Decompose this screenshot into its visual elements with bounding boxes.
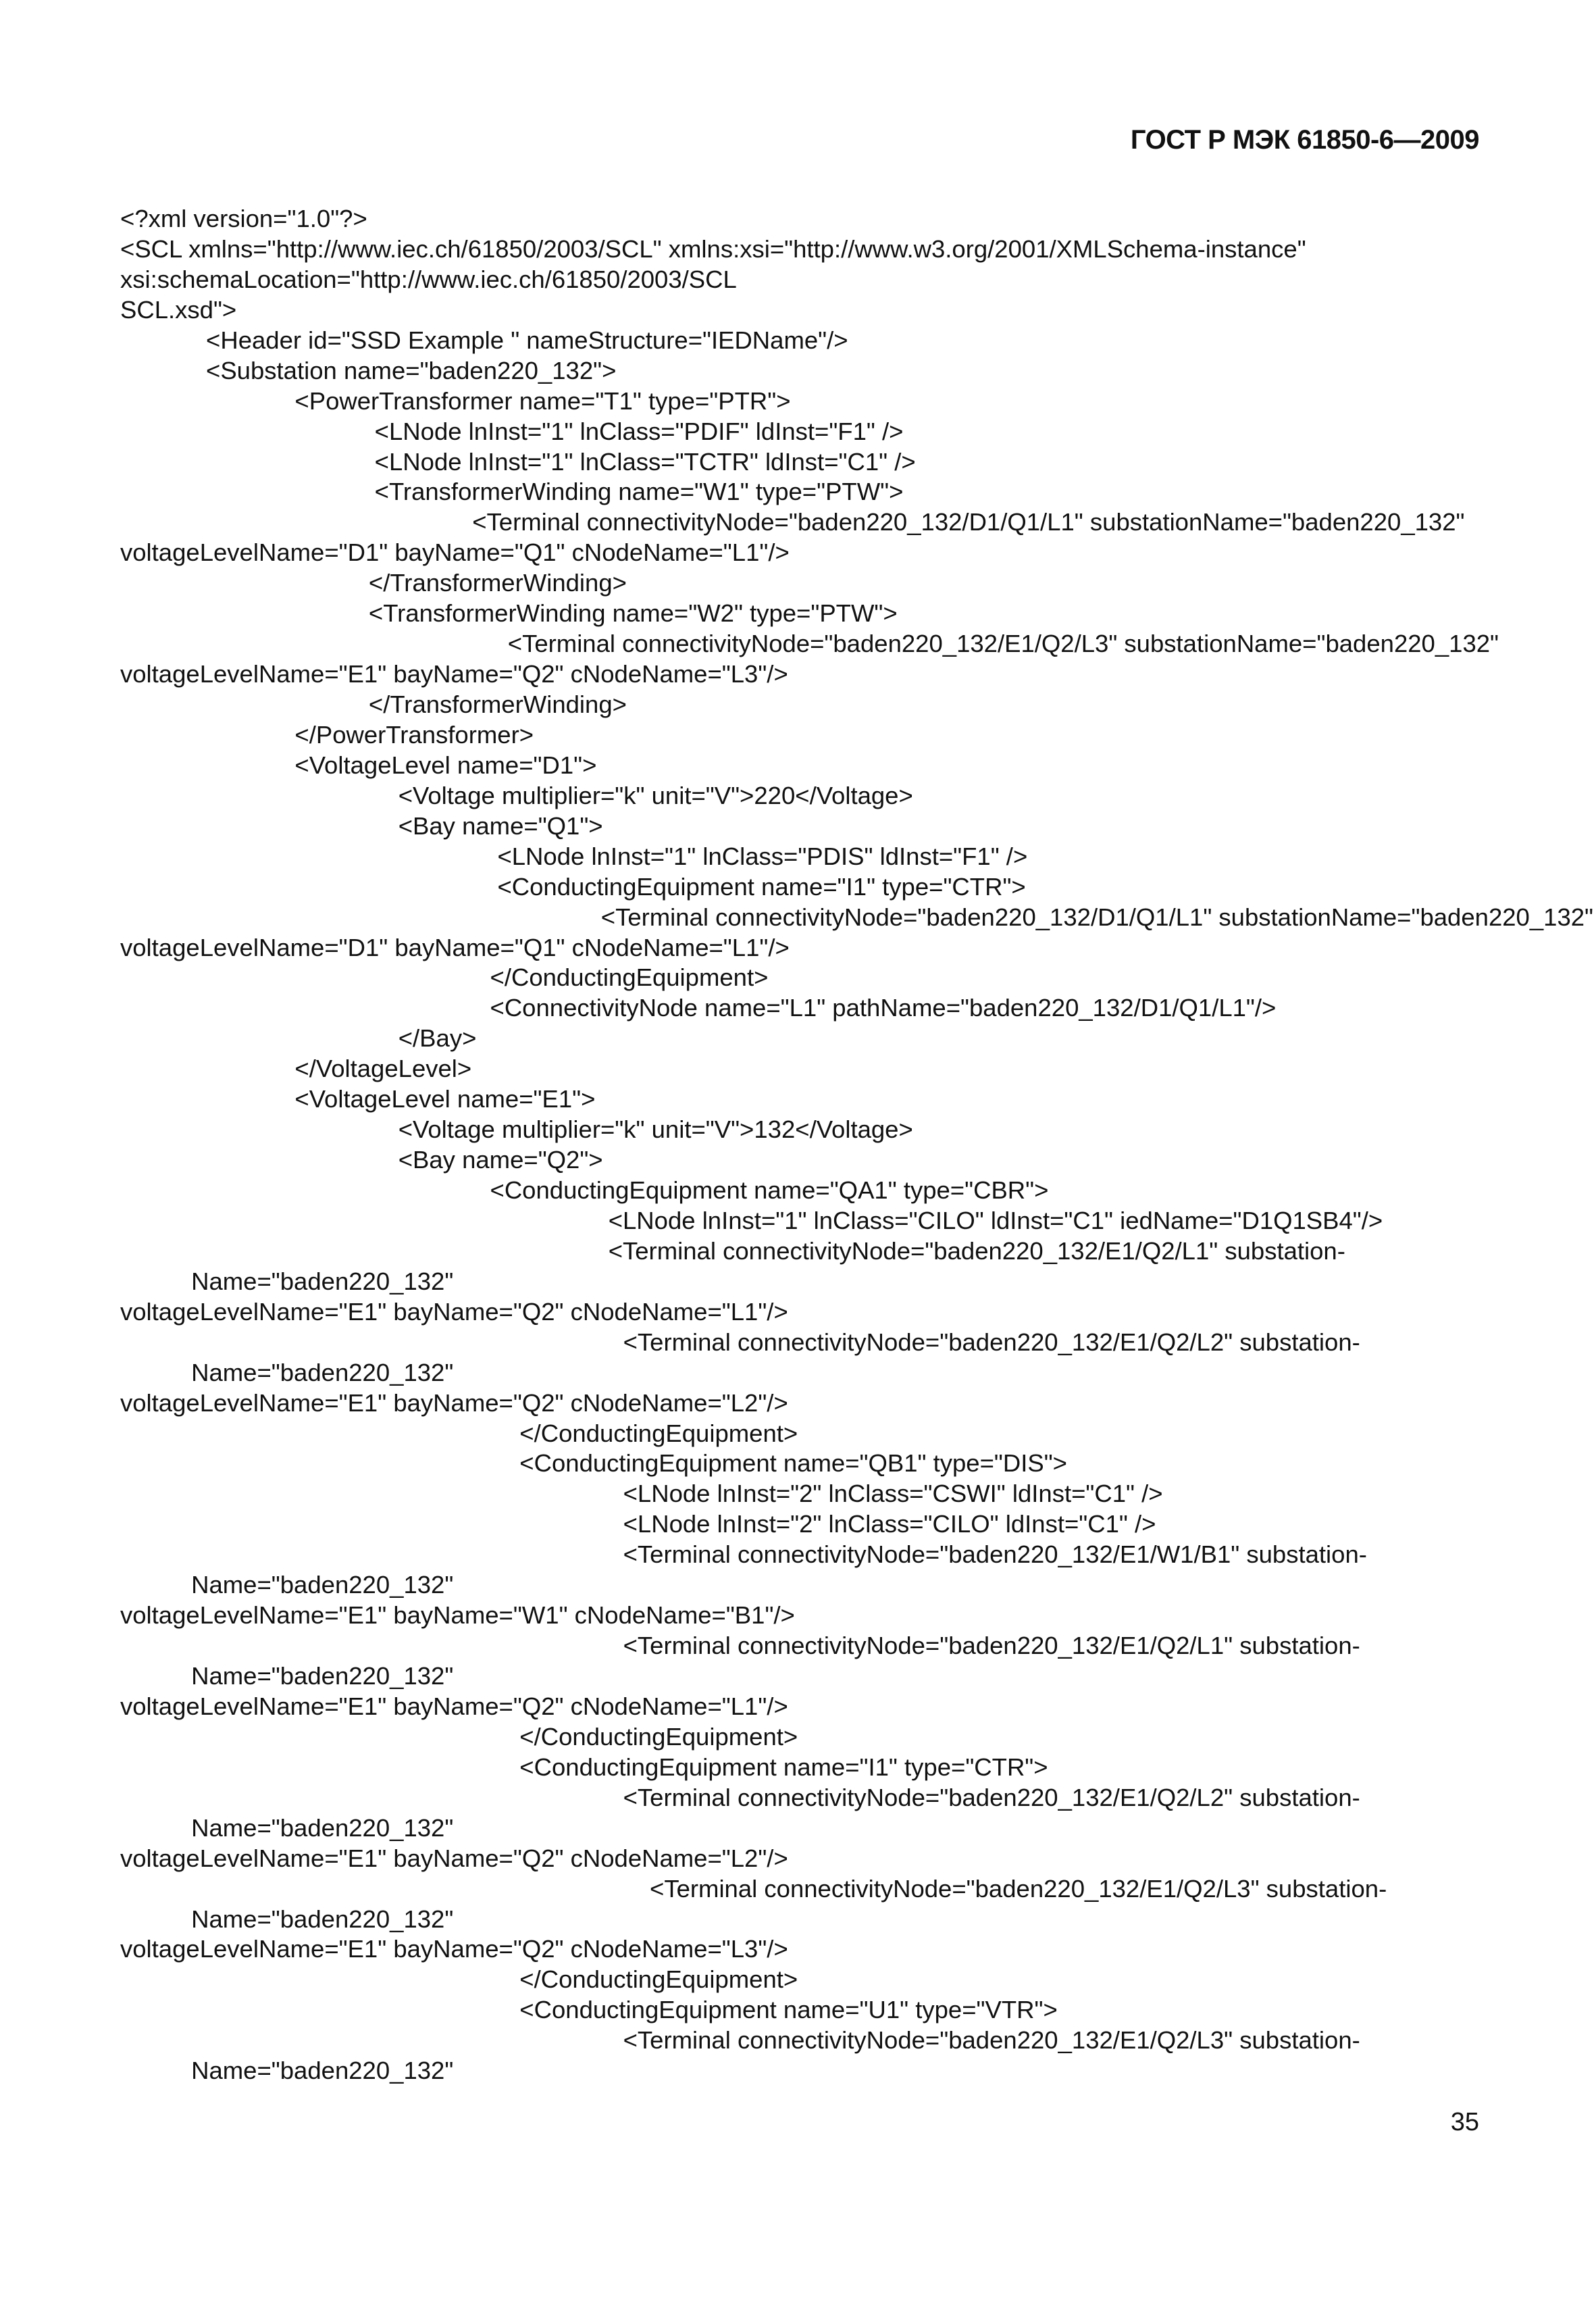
code-line: </PowerTransformer> <box>294 720 534 749</box>
code-line: <VoltageLevel name="D1"> <box>294 751 597 779</box>
code-line: <PowerTransformer name="T1" type="PTR"> <box>294 386 791 415</box>
code-line: </TransformerWinding> <box>368 569 627 597</box>
code-line: <Terminal connectivityNode="baden220_132/E1/Q2/L1" substation- <box>608 1236 1345 1265</box>
page-number: 35 <box>1450 2108 1479 2136</box>
code-line: <Substation name="baden220_132"> <box>206 356 617 384</box>
code-line: <TransformerWinding name="W2" type="PTW"> <box>368 599 898 628</box>
code-line: voltageLevelName="E1" bayName="Q2" cNodeName="L1"/> <box>120 1692 788 1720</box>
code-line: SCL.xsd"> <box>120 295 237 324</box>
code-line: </Bay> <box>398 1024 477 1053</box>
code-line: <VoltageLevel name="E1"> <box>294 1085 596 1113</box>
code-line: <LNode lnInst="1" lnClass="CILO" ldInst="C1" iedName="D1Q1SB4"/> <box>608 1206 1383 1234</box>
code-line: <Terminal connectivityNode="baden220_132/E1/Q2/L3" substationName="baden220_132" <box>507 630 1499 658</box>
code-line: <Bay name="Q2"> <box>398 1146 603 1174</box>
code-line: <SCL xmlns="http://www.iec.ch/61850/2003/SCL" xmlns:xsi="http://www.w3.org/2001/XMLSchema-instance" <box>120 234 1306 263</box>
code-line: <Terminal connectivityNode="baden220_132/E1/Q2/L3" substation- <box>623 2026 1360 2055</box>
code-line: voltageLevelName="E1" bayName="Q2" cNodeName="L2"/> <box>120 1388 788 1417</box>
code-line: Name="baden220_132" <box>191 2057 454 2085</box>
xml-code-block <box>120 204 1593 2086</box>
code-line: Name="baden220_132" <box>191 1905 454 1933</box>
code-line: voltageLevelName="E1" bayName="Q2" cNodeName="L1"/> <box>120 1297 788 1326</box>
code-line: <Voltage multiplier="k" unit="V">220</Voltage> <box>398 781 913 809</box>
code-line: Name="baden220_132" <box>191 1358 454 1386</box>
code-line: <ConductingEquipment name="U1" type="VTR"> <box>519 1996 1058 2024</box>
code-line: <Terminal connectivityNode="baden220_132/E1/Q2/L1" substation- <box>623 1632 1360 1660</box>
code-line: <Terminal connectivityNode="baden220_132/D1/Q1/L1" substationName="baden220_132" <box>472 508 1465 536</box>
code-line: <TransformerWinding name="W1" type="PTW"> <box>374 478 904 506</box>
code-line: <ConductingEquipment name="I1" type="CTR"> <box>519 1753 1048 1781</box>
code-line: <Header id="SSD Example " nameStructure="IEDName"/> <box>206 326 848 354</box>
code-line: <Terminal connectivityNode="baden220_132/E1/Q2/L2" substation- <box>623 1328 1360 1356</box>
code-line: <?xml version="1.0"?> <box>120 205 367 232</box>
code-line: <Terminal connectivityNode="baden220_132/E1/W1/B1" substation- <box>623 1540 1367 1569</box>
code-line: voltageLevelName="D1" bayName="Q1" cNodeName="L1"/> <box>120 538 790 567</box>
code-line: Name="baden220_132" <box>191 1662 454 1690</box>
code-line: Name="baden220_132" <box>191 1813 454 1842</box>
code-line: </TransformerWinding> <box>368 690 627 718</box>
code-line: <LNode lnInst="1" lnClass="PDIF" ldInst="F1" /> <box>374 417 904 445</box>
code-line: </VoltageLevel> <box>294 1055 472 1083</box>
code-line: <ConductingEquipment name="QB1" type="DIS"> <box>519 1449 1067 1478</box>
code-line: <Voltage multiplier="k" unit="V">132</Voltage> <box>398 1115 913 1144</box>
code-line: voltageLevelName="E1" bayName="Q2" cNodeName="L3"/> <box>120 1935 788 1963</box>
code-line: Name="baden220_132" <box>191 1267 454 1295</box>
code-line: <Bay name="Q1"> <box>398 811 603 840</box>
code-line: <LNode lnInst="2" lnClass="CILO" ldInst="C1" /> <box>623 1510 1156 1538</box>
code-line: <LNode lnInst="2" lnClass="CSWI" ldInst="C1" /> <box>623 1480 1163 1508</box>
code-line: </ConductingEquipment> <box>519 1722 798 1751</box>
code-line: <ConductingEquipment name="I1" type="CTR"> <box>497 872 1026 901</box>
code-line: </ConductingEquipment> <box>490 963 769 992</box>
code-line: <Terminal connectivityNode="baden220_132/E1/Q2/L3" substation- <box>650 1874 1387 1903</box>
code-line: voltageLevelName="D1" bayName="Q1" cNodeName="L1"/> <box>120 933 790 961</box>
code-line: voltageLevelName="E1" bayName="Q2" cNodeName="L2"/> <box>120 1844 788 1872</box>
code-line: voltageLevelName="E1" bayName="W1" cNodeName="B1"/> <box>120 1601 795 1630</box>
code-line: Name="baden220_132" <box>191 1571 454 1599</box>
code-line: </ConductingEquipment> <box>519 1419 798 1447</box>
code-line: voltageLevelName="E1" bayName="Q2" cNodeName="L3"/> <box>120 660 788 688</box>
code-line: <ConductingEquipment name="QA1" type="CBR"> <box>490 1176 1049 1204</box>
document-header: ГОСТ Р МЭК 61850-6—2009 <box>1130 125 1479 155</box>
code-line: <LNode lnInst="1" lnClass="TCTR" ldInst="C1" /> <box>374 447 916 476</box>
code-line: <ConnectivityNode name="L1" pathName="baden220_132/D1/Q1/L1"/> <box>490 994 1277 1022</box>
code-line: xsi:schemaLocation="http://www.iec.ch/61850/2003/SCL <box>120 265 737 293</box>
code-line: <Terminal connectivityNode="baden220_132/E1/Q2/L2" substation- <box>623 1783 1360 1811</box>
code-line: <Terminal connectivityNode="baden220_132/D1/Q1/L1" substationName="baden220_132" <box>600 903 1593 931</box>
code-line: <LNode lnInst="1" lnClass="PDIS" ldInst="F1" /> <box>497 842 1028 870</box>
code-line: </ConductingEquipment> <box>519 1965 798 1994</box>
